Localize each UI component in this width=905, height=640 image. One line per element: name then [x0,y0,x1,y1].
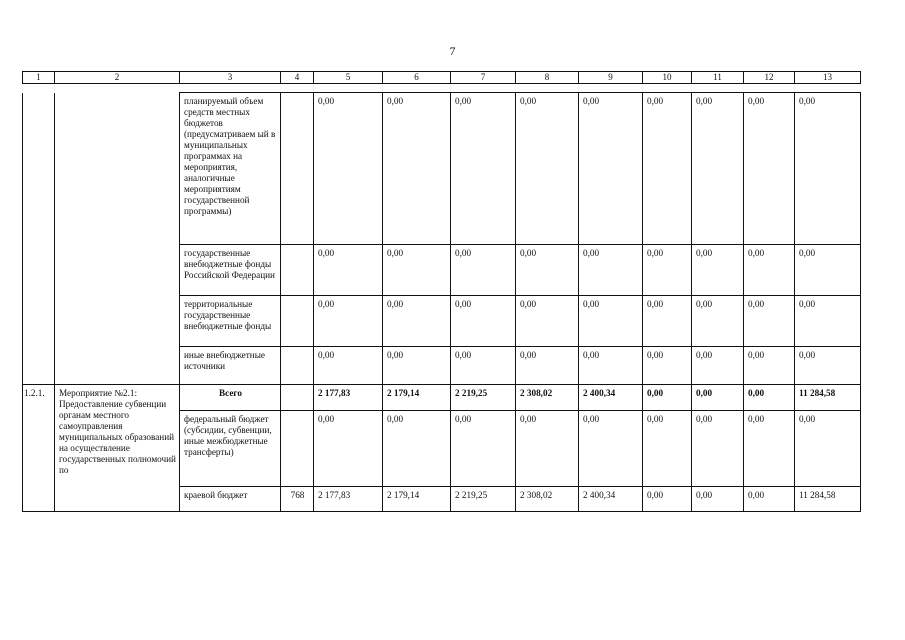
value-cell: 0,00 [383,296,451,347]
source-cell: краевой бюджет [180,487,281,512]
header-cell: 10 [643,72,692,84]
value-cell: 0,00 [516,411,579,487]
header-cell: 9 [579,72,643,84]
value-cell: 2 179,14 [383,487,451,512]
value-cell: 0,00 [744,385,795,411]
code-cell [281,347,314,385]
value-cell: 0,00 [692,245,744,296]
value-cell: 0,00 [692,411,744,487]
value-cell: 0,00 [643,245,692,296]
header-cell: 1 [23,72,55,84]
value-cell: 0,00 [314,296,383,347]
value-cell: 0,00 [516,245,579,296]
value-cell: 0,00 [579,245,643,296]
value-cell: 0,00 [516,347,579,385]
source-cell: планируемый объем средств местных бюджетов (предусматриваем ый в муниципальных программах на мероприятия, аналогичные мероприятиям государственной программы) [180,93,281,245]
code-cell [281,93,314,245]
value-cell: 0,00 [579,296,643,347]
value-cell: 0,00 [314,245,383,296]
source-cell: территориальные государственные внебюджетные фонды [180,296,281,347]
measure-name: Мероприятие №2.1: Предоставление субвенции органам местного самоуправления муниципальных образований на осуществление государственных полномочий по [55,385,180,512]
value-cell: 0,00 [692,487,744,512]
value-cell: 0,00 [314,411,383,487]
value-cell: 2 177,83 [314,487,383,512]
value-cell: 2 179,14 [383,385,451,411]
value-cell: 0,00 [795,245,861,296]
value-cell: 2 177,83 [314,385,383,411]
value-cell: 0,00 [744,487,795,512]
name-cell [55,93,180,385]
header-cell: 7 [451,72,516,84]
value-cell: 0,00 [643,487,692,512]
value-cell: 2 308,02 [516,487,579,512]
value-cell: 0,00 [744,411,795,487]
value-cell: 0,00 [643,385,692,411]
header-cell: 2 [55,72,180,84]
funding-table [22,92,861,512]
value-cell: 0,00 [795,347,861,385]
value-cell: 0,00 [314,93,383,245]
value-cell: 0,00 [692,296,744,347]
header-cell: 4 [281,72,314,84]
header-cell: 5 [314,72,383,84]
value-cell: 0,00 [744,93,795,245]
value-cell: 0,00 [643,347,692,385]
table-row [23,385,861,411]
value-cell: 0,00 [579,411,643,487]
code-cell: 768 [281,487,314,512]
header-cell: 13 [795,72,861,84]
value-cell: 0,00 [451,296,516,347]
value-cell: 2 400,34 [579,487,643,512]
header-cell: 12 [744,72,795,84]
value-cell: 0,00 [516,93,579,245]
value-cell: 0,00 [795,411,861,487]
value-cell: 0,00 [516,296,579,347]
code-cell [281,245,314,296]
value-cell: 0,00 [383,347,451,385]
table-row [23,93,861,245]
value-cell: 0,00 [744,347,795,385]
value-cell: 0,00 [643,93,692,245]
source-cell: государственные внебюджетные фонды Российской Федерации [180,245,281,296]
value-cell: 0,00 [692,93,744,245]
value-cell: 0,00 [451,245,516,296]
source-cell: иные внебюджетные источники [180,347,281,385]
value-cell: 11 284,58 [795,487,861,512]
header-cell: 11 [692,72,744,84]
value-cell: 0,00 [692,385,744,411]
value-cell: 2 219,25 [451,385,516,411]
header-cell: 8 [516,72,579,84]
header-cell: 3 [180,72,281,84]
value-cell: 0,00 [744,245,795,296]
value-cell: 0,00 [795,296,861,347]
value-cell: 0,00 [383,411,451,487]
header-cell: 6 [383,72,451,84]
value-cell: 0,00 [692,347,744,385]
value-cell: 0,00 [451,93,516,245]
page-number: 7 [449,44,456,58]
value-cell: 11 284,58 [795,385,861,411]
value-cell: 0,00 [643,296,692,347]
value-cell: 0,00 [795,93,861,245]
value-cell: 0,00 [643,411,692,487]
value-cell: 0,00 [744,296,795,347]
code-cell [281,385,314,411]
source-cell-total: Всего [180,385,281,411]
value-cell: 0,00 [451,347,516,385]
value-cell: 2 219,25 [451,487,516,512]
code-cell [281,296,314,347]
value-cell: 0,00 [383,245,451,296]
value-cell: 2 308,02 [516,385,579,411]
value-cell: 0,00 [383,93,451,245]
value-cell: 2 400,34 [579,385,643,411]
number-cell [23,93,55,385]
column-number-header [22,71,861,84]
measure-number: 1.2.1. [23,385,55,512]
code-cell [281,411,314,487]
source-cell: федеральный бюджет (субсидии, субвенции, иные межбюджетные трансферты) [180,411,281,487]
value-cell: 0,00 [314,347,383,385]
value-cell: 0,00 [579,347,643,385]
value-cell: 0,00 [579,93,643,245]
value-cell: 0,00 [451,411,516,487]
